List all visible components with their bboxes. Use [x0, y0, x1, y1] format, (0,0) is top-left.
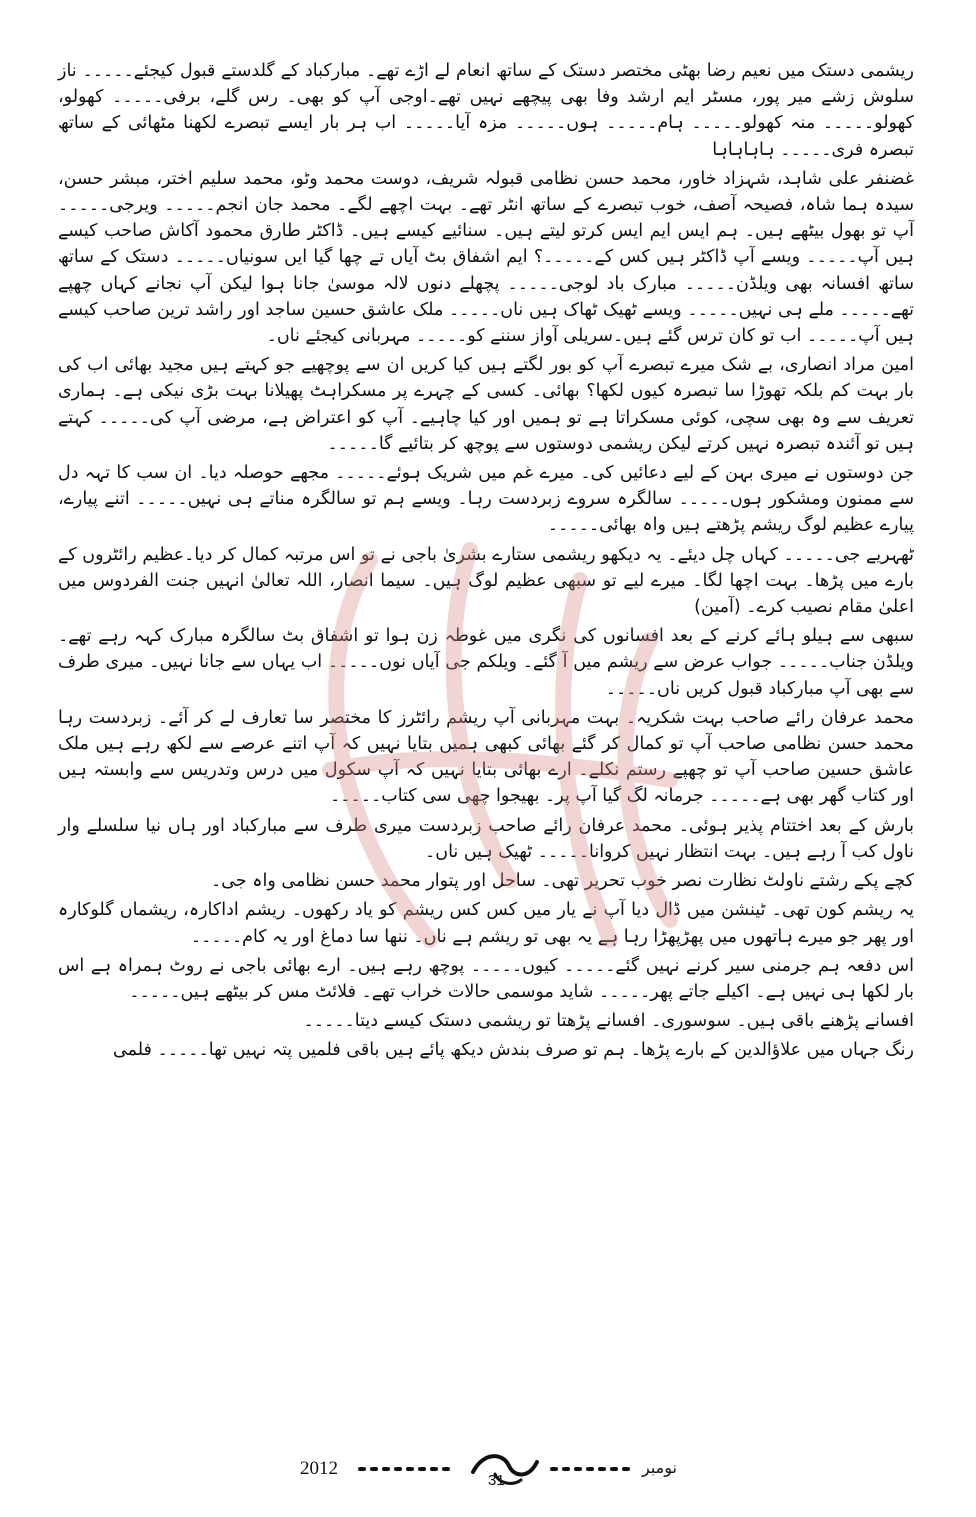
magazine-logo-icon	[465, 1444, 545, 1490]
paragraph-1: ریشمی دستک میں نعیم رضا بھٹی مختصر دستک کے ساتھ انعام لے اڑے تھے۔ مبارکباد کے گلدستے قبول کیجئے۔۔۔۔۔ ناز سلوش زشے میر پور، مسٹر ایم ارشد وفا بھی پیچھے نہیں تھے۔اوجی آپ کو بھی۔ رس گلے، برفی۔۔۔۔۔ کھولو، کھولو۔۔۔۔۔ منہ کھولو۔۔۔۔۔ ہام۔۔۔۔۔ ہوں۔۔۔۔۔ مزہ آیا۔۔۔۔۔ اب ہر بار ایسے تبصرے لکھنا مٹھائی کے ساتھ تبصرہ فری۔۔۔۔۔ ہاہاہاہا	[58, 61, 914, 160]
paragraph-7: محمد عرفان رائے صاحب بہت شکریہ۔ بہت مہربانی آپ ریشم رائٹرز کا مختصر سا تعارف لے کر آئے۔ زبردست رہا محمد حسن نظامی صاحب آپ تو کمال کر گئے بھائی کبھی ہمیں بتایا نہیں کہ آپ اتنے عرصے سے لکھ رہے ہیں ملک عاشق حسین صاحب آپ تو چھپے رستم نکلے۔ ارے بھائی بتایا نہیں کہ آپ سکول میں درس وتدریس سے وابستہ ہیں اور کتاب گھر بھی ہے۔۔۔۔۔ جرمانہ لگ گیا آپ پر۔ بھیجوا چھی سی کتاب۔۔۔۔۔	[58, 707, 914, 807]
footer-month: نومبر	[642, 1458, 677, 1477]
paragraph-8: بارش کے بعد اختتام پذیر ہوئی۔ محمد عرفان رائے صاحب زبردست میری طرف سے مبارکباد اور ہاں نیا سلسلے وار ناول کب آ رہے ہیں۔ بہت انتظار نہیں کروانا۔۔۔۔۔ ٹھیک ہیں ناں۔	[58, 815, 914, 862]
page-body	[58, 58, 914, 1438]
footer-dots-left	[358, 1466, 458, 1472]
footer-dots-right	[550, 1466, 635, 1472]
paragraph-11: اس دفعہ ہم جرمنی سیر کرنے نہیں گئے۔۔۔۔۔ کیوں۔۔۔۔۔ پوچھ رہے ہیں۔ ارے بھائی باجی نے روٹ ہمراہ ہے اس بار لکھا ہی نہیں ہے۔ اکیلے جاتے پھر۔۔۔۔۔ شاید موسمی حالات خراب تھے۔ فلائٹ مس کر بیٹھے ہیں۔۔۔۔۔	[58, 955, 914, 1002]
page-number: 31	[488, 1472, 505, 1489]
paragraph-12: افسانے پڑھنے باقی ہیں۔ سوسوری۔ افسانے پڑھتا تو ریشمی دستک کیسے دیتا۔۔۔۔۔	[303, 1011, 914, 1032]
page-footer	[300, 1450, 700, 1490]
paragraph-9: کچے پکے رشتے ناولٹ نظارت نصر خوب تحریر تھی۔ ساحل اور پتوار محمد حسن نظامی واہ جی۔	[211, 871, 914, 892]
paragraph-10: یہ ریشم کون تھی۔ ٹینشن میں ڈال دیا آپ نے یار میں کس کس ریشم کو یاد رکھوں۔ ریشم اداکارہ، ریشماں گلوکارہ اور پھر جو میرے ہاتھوں میں پھڑپھڑا رہا ہے یہ بھی تو ریشم ہے ناں۔ ننھا سا دماغ اور یہ کام۔۔۔۔۔	[58, 900, 914, 947]
footer-year: 2012	[300, 1458, 338, 1479]
paragraph-4: جن دوستوں نے میری بہن کے لیے دعائیں کی۔ میرے غم میں شریک ہوئے۔۔۔۔۔ مجھے حوصلہ دیا۔ ان سب کا تہہ دل سے ممنون ومشکور ہوں۔۔۔۔۔ سالگرہ سروے زبردست رہا۔ ویسے ہم تو سالگرہ مناتے ہی نہیں۔۔۔۔۔ اتنے پیارے، پیارے عظیم لوگ ریشم پڑھتے ہیں واہ بھائی۔۔۔۔۔	[58, 463, 914, 536]
paragraph-2: غضنفر علی شاہد، شہزاد خاور، محمد حسن نظامی قبولہ شریف، دوست محمد وٹو، محمد سلیم اختر، مبشر حسن، سیدہ ہما شاہ، فصیحہ آصف، خوب تبصرے کے ساتھ انٹر تھے۔ بہت اچھے لگے۔ محمد جان انجم۔۔۔۔۔ ویرجی۔۔۔۔۔ آپ تو بھول بیٹھے ہیں۔ ہم ایس ایم ایس کرتو لیتے ہیں۔ سنائیے کیسے ہیں۔ ڈاکٹر طارق محمود آکاش صاحب کیسے ہیں آپ۔۔۔۔۔ ویسے آپ ڈاکٹر ہیں کس کے۔۔۔۔۔؟ ایم اشفاق بٹ آیاں تے چھا گیا ایں سونیاں۔۔۔۔۔ دستک کے ساتھ ساتھ افسانہ بھی ویلڈن۔۔۔۔۔ مبارک باد لوجی۔۔۔۔۔ پچھلے دنوں لالہ موسیٰ جانا ہوا لیکن آپ نجانے کہاں چھپے تھے۔۔۔۔۔ ملے ہی نہیں۔۔۔۔۔ ویسے ٹھیک ٹھاک ہیں ناں۔۔۔۔۔ ملک عاشق حسین ساجد اور راشد ترین صاحب کیسے ہیں آپ۔۔۔۔۔ اب تو کان ترس گئے ہیں۔سریلی آواز سننے کو۔۔۔۔۔ مہربانی کیجئے ناں۔	[58, 168, 914, 347]
paragraph-13: رنگ جہاں میں علاؤالدین کے بارے پڑھا۔ ہم تو صرف بندش دیکھ پائے ہیں باقی فلمیں پتہ نہیں تھا۔۔۔۔۔ فلمی	[113, 1040, 914, 1061]
paragraph-3: امین مراد انصاری، بے شک میرے تبصرے آپ کو بور لگتے ہیں کیا کریں ان سے پوچھیے جو کہتے ہیں مجید بھائی اب کی بار بہت کم بلکہ تھوڑا سا تبصرہ کیوں لکھا؟ بھائی۔ کسی کے چہرے پر مسکراہٹ پھیلانا بہت بڑی نیکی ہے۔ ہماری تعریف سے وہ بھی سچی، کوئی مسکراتا ہے تو ہمیں اور کیا چاہیے۔ آپ کو اعتراض ہے، مرضی آپ کی۔۔۔۔۔ کہتے ہیں تو آئندہ تبصرہ نہیں کرتے لیکن ریشمی دوستوں سے پوچھ کر بتائیے گا۔۔۔۔۔	[58, 355, 914, 454]
paragraph-6: سبھی سے ہیلو ہائے کرنے کے بعد افسانوں کی نگری میں غوطہ زن ہوا تو اشفاق بٹ سالگرہ مبارک کہہ رہے تھے۔ ویلڈن جناب۔۔۔۔۔ جواب عرض سے ریشم میں آ گئے۔ ویلکم جی آیاں نوں۔۔۔۔۔ اب یہاں سے جانا نہیں۔ میری طرف سے بھی آپ مبارکباد قبول کریں ناں۔۔۔۔۔	[58, 626, 914, 699]
paragraph-5: ٹھہریے جی۔۔۔۔۔ کہاں چل دیئے۔ یہ دیکھو ریشمی ستارے بشریٰ باجی نے تو اس مرتبہ کمال کر دیا۔عظیم رائٹروں کے بارے میں پڑھا۔ بہت اچھا لگا۔ میرے لیے تو سبھی عظیم لوگ ہیں۔ سیما انصار، اللہ تعالیٰ انہیں جنت الفردوس میں اعلیٰ مقام نصیب کرے۔ (آمین)	[58, 544, 914, 618]
